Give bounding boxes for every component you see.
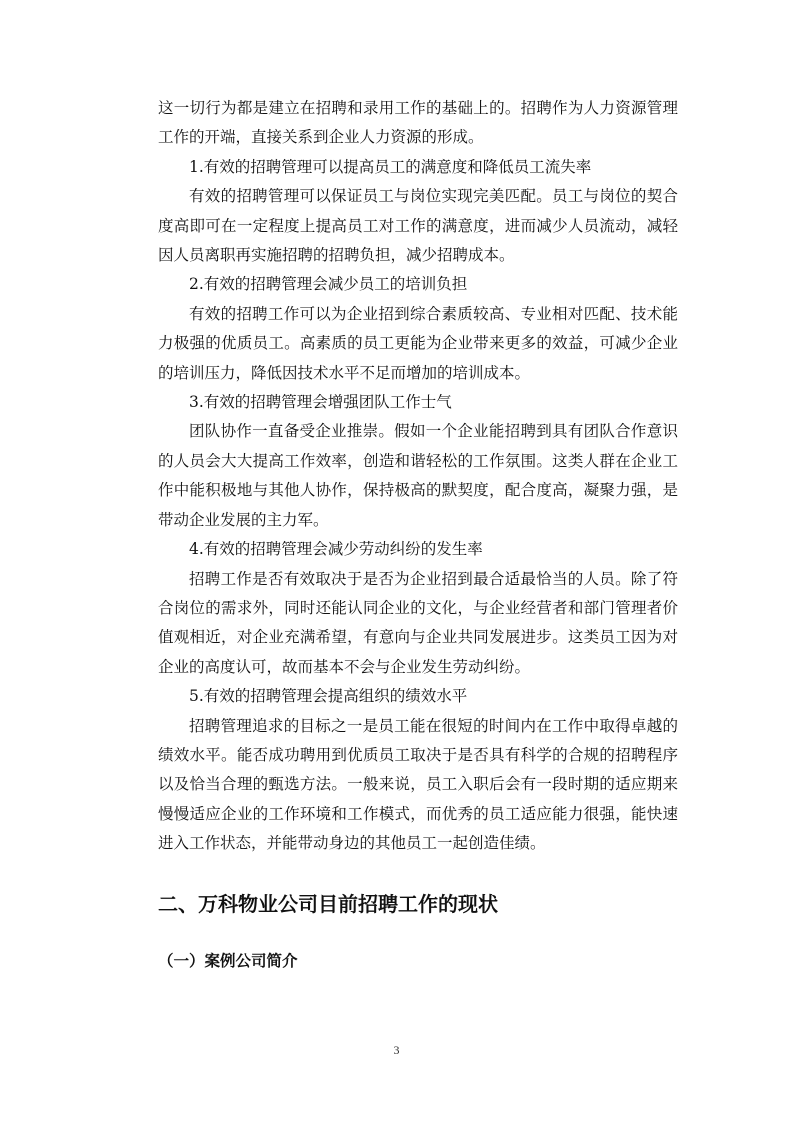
paragraph-point-1: 有效的招聘管理可以保证员工与岗位实现完美匹配。员工与岗位的契合度高即可在一定程度上提高员工对工作的满意度，进而减少人员流动，减轻因人员离职再实施招聘的招聘负担，减少招聘成本。: [158, 187, 678, 265]
point-heading-5: 5.有效的招聘管理会提高组织的绩效水平: [189, 687, 468, 706]
point-heading-2: 2.有效的招聘管理会减少员工的培训负担: [189, 275, 468, 294]
page-content: [158, 94, 678, 975]
point-heading-3: 3.有效的招聘管理会增强团队工作士气: [189, 393, 452, 412]
point-heading-1: 1.有效的招聘管理可以提高员工的满意度和降低员工流失率: [189, 157, 592, 176]
paragraph-point-2: 有效的招聘工作可以为企业招到综合素质较高、专业相对匹配、技术能力极强的优质员工。高素质的员工更能为企业带来更多的效益，可减少企业的培训压力，降低因技术水平不足而增加的培训成本。: [158, 304, 678, 382]
paragraph-point-5: 招聘管理追求的目标之一是员工能在很短的时间内在工作中取得卓越的绩效水平。能否成功聘用到优质员工取决于是否具有科学的合规的招聘程序以及恰当合理的甄选方法。一般来说，员工入职后会有一段时期的适应期来慢慢适应企业的工作环境和工作模式，而优秀的员工适应能力很强，能快速进入工作状态，并能带动身边的其他员工一起创造佳绩。: [158, 716, 678, 853]
section-heading: 二、万科物业公司目前招聘工作的现状: [158, 891, 498, 916]
paragraph-point-4: 招聘工作是否有效取决于是否为企业招到最合适最恰当的人员。除了符合岗位的需求外，同时还能认同企业的文化，与企业经营者和部门管理者价值观相近，对企业充满希望，有意向与企业共同发展进步。这类员工因为对企业的高度认可，故而基本不会与企业发生劳动纠纷。: [158, 569, 678, 676]
page-number: 3: [393, 1043, 400, 1057]
paragraph-point-3: 团队协作一直备受企业推崇。假如一个企业能招聘到具有团队合作意识的人员会大大提高工作效率，创造和谐轻松的工作氛围。这类人群在企业工作中能积极地与其他人协作，保持极高的默契度，配合度高，凝聚力强，是带动企业发展的主力军。: [158, 422, 678, 529]
point-heading-4: 4.有效的招聘管理会减少劳动纠纷的发生率: [189, 540, 483, 559]
paragraph-continuation: 这一切行为都是建立在招聘和录用工作的基础上的。招聘作为人力资源管理工作的开端，直接关系到企业人力资源的形成。: [158, 99, 678, 147]
subsection-heading: （一）案例公司简介: [158, 951, 298, 970]
